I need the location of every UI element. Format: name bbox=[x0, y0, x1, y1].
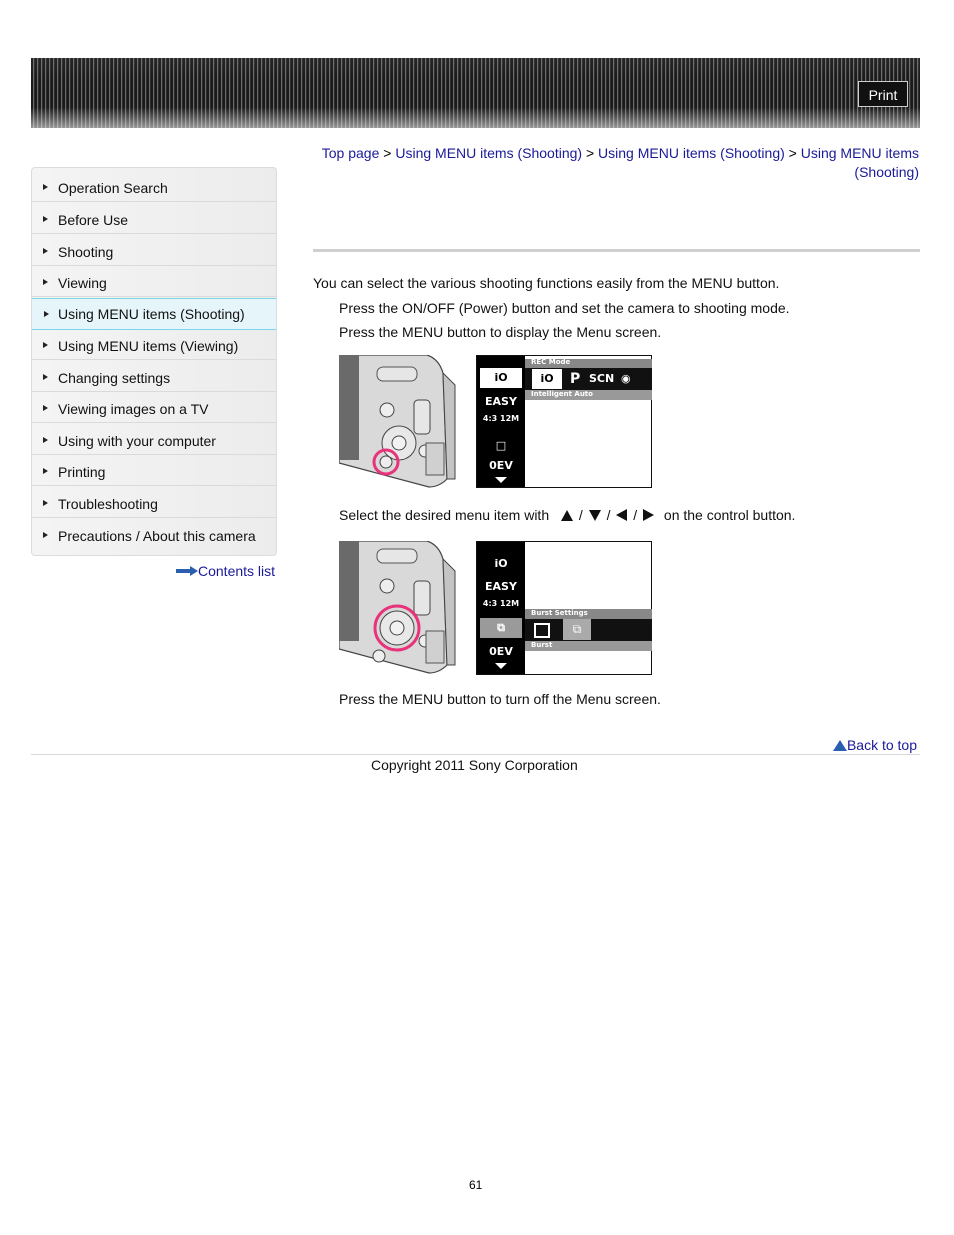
contents-list-link[interactable] bbox=[176, 563, 275, 579]
step-3-separator: / bbox=[578, 507, 583, 523]
scroll-down-icon bbox=[495, 477, 507, 483]
arrow-down-icon bbox=[589, 510, 601, 521]
sidebar-item-label: Operation Search bbox=[58, 180, 168, 196]
sidebar-item-shooting[interactable] bbox=[32, 236, 276, 266]
sidebar-item-label: Printing bbox=[58, 464, 106, 480]
breadcrumb-menu-shooting-3-cont[interactable]: (Shooting) bbox=[854, 164, 919, 180]
step-4-text: Press the MENU button to turn off the Menu screen. bbox=[339, 691, 661, 707]
intelligent-auto-option: iO bbox=[532, 369, 562, 389]
sidebar-item-label: Viewing images on a TV bbox=[58, 401, 209, 417]
back-to-top-link[interactable] bbox=[833, 737, 917, 753]
step-3-text bbox=[339, 507, 795, 523]
sidebar-item-label: Using with your computer bbox=[58, 433, 216, 449]
rec-mode-options bbox=[525, 368, 652, 390]
arrow-right-icon bbox=[43, 216, 48, 222]
footer-divider bbox=[31, 754, 920, 755]
sidebar-item-operation-search[interactable] bbox=[32, 172, 276, 202]
menu-icon-column bbox=[477, 356, 525, 487]
arrow-right-icon bbox=[643, 509, 654, 521]
burst-bar bbox=[525, 641, 652, 651]
image-size-icon: 4:3 12M bbox=[482, 599, 520, 608]
arrow-right-icon bbox=[43, 184, 48, 190]
breadcrumb-menu-shooting-2[interactable]: Using MENU items (Shooting) bbox=[598, 145, 785, 161]
sidebar-item-computer[interactable] bbox=[32, 425, 276, 455]
rec-mode-header bbox=[525, 359, 652, 368]
scroll-down-icon bbox=[495, 663, 507, 669]
burst-settings-header bbox=[525, 609, 652, 619]
single-shot-icon: □ bbox=[495, 439, 507, 452]
menu-icon-column bbox=[477, 542, 525, 674]
breadcrumb bbox=[299, 144, 919, 182]
breadcrumb-separator: > bbox=[585, 145, 595, 161]
sidebar-item-before-use[interactable] bbox=[32, 204, 276, 234]
print-button[interactable]: Print bbox=[858, 81, 908, 107]
intelligent-auto-bar bbox=[525, 390, 652, 400]
intelligent-auto-icon: iO bbox=[480, 368, 522, 388]
intro-text: You can select the various shooting functions easily from the MENU button. bbox=[313, 275, 780, 291]
sidebar-item-label: Precautions / About this camera bbox=[58, 528, 256, 544]
page-number: 61 bbox=[469, 1178, 483, 1192]
sidebar-item-label: Troubleshooting bbox=[58, 496, 158, 512]
scene-option: SCN bbox=[589, 372, 615, 385]
exposure-icon: 0EV bbox=[489, 459, 513, 472]
arrow-right-icon bbox=[43, 468, 48, 474]
single-shot-option-icon bbox=[534, 623, 550, 638]
burst-options bbox=[525, 619, 652, 641]
arrow-up-icon bbox=[833, 740, 847, 751]
sidebar-item-menu-viewing[interactable] bbox=[32, 330, 276, 360]
intelligent-auto-label: Intelligent Auto bbox=[531, 390, 593, 398]
arrow-right-icon bbox=[43, 279, 48, 285]
step-1-text: Press the ON/OFF (Power) button and set the camera to shooting mode. bbox=[339, 300, 790, 316]
image-size-icon: 4:3 12M bbox=[482, 414, 520, 423]
sidebar-item-printing[interactable] bbox=[32, 456, 276, 486]
arrow-up-icon bbox=[561, 510, 573, 521]
exposure-icon: 0EV bbox=[489, 645, 513, 658]
step-2-text: Press the MENU button to display the Menu screen. bbox=[339, 324, 662, 340]
step-3-separator: / bbox=[633, 507, 638, 523]
arrow-right-icon bbox=[43, 437, 48, 443]
arrow-right-icon bbox=[43, 342, 48, 348]
camera-menu-button-illustration bbox=[339, 355, 456, 489]
sidebar-item-label: Changing settings bbox=[58, 370, 171, 386]
rec-mode-label: REC Mode bbox=[531, 358, 571, 366]
breadcrumb-top-page[interactable]: Top page bbox=[321, 145, 380, 161]
easy-mode-icon: EASY bbox=[485, 580, 517, 593]
sidebar-nav bbox=[31, 167, 277, 556]
title-divider bbox=[313, 249, 920, 252]
arrow-right-icon bbox=[44, 311, 49, 317]
sidebar-item-precautions[interactable] bbox=[32, 520, 276, 550]
burst-icon: ⧉ bbox=[480, 618, 522, 638]
sidebar-item-label: Viewing bbox=[58, 275, 107, 291]
sidebar-item-changing-settings[interactable] bbox=[32, 362, 276, 392]
burst-label: Burst bbox=[531, 641, 553, 649]
burst-settings-label: Burst Settings bbox=[531, 609, 588, 617]
arrow-left-icon bbox=[616, 509, 627, 521]
step-3-prefix: Select the desired menu item with bbox=[339, 507, 550, 523]
breadcrumb-separator: > bbox=[383, 145, 392, 161]
arrow-right-icon bbox=[43, 532, 48, 538]
breadcrumb-menu-shooting-3[interactable]: Using MENU items bbox=[800, 145, 919, 161]
menu-screen-rec-mode bbox=[476, 355, 652, 488]
easy-mode-icon: EASY bbox=[485, 395, 517, 408]
sidebar-item-troubleshooting[interactable] bbox=[32, 488, 276, 518]
back-to-top-label: Back to top bbox=[846, 737, 917, 753]
sidebar-item-label: Using MENU items (Shooting) bbox=[58, 306, 245, 322]
sidebar-item-label: Shooting bbox=[58, 244, 114, 260]
sidebar-item-label: Before Use bbox=[58, 212, 129, 228]
program-option: P bbox=[570, 371, 581, 387]
step-3-separator: / bbox=[606, 507, 611, 523]
sidebar-item-viewing[interactable] bbox=[32, 267, 276, 297]
sidebar-item-label: Using MENU items (Viewing) bbox=[58, 338, 239, 354]
sidebar-item-menu-shooting[interactable] bbox=[31, 298, 277, 330]
portrait-icon: ◉ bbox=[621, 373, 631, 385]
breadcrumb-separator: > bbox=[788, 145, 797, 161]
sidebar-item-viewing-tv[interactable] bbox=[32, 393, 276, 423]
arrow-right-icon bbox=[43, 500, 48, 506]
arrow-right-icon bbox=[43, 248, 48, 254]
arrow-right-icon bbox=[43, 405, 48, 411]
intelligent-auto-icon: iO bbox=[494, 557, 508, 570]
header-banner bbox=[31, 58, 920, 128]
camera-control-button-illustration bbox=[339, 541, 456, 675]
step-3-suffix: on the control button. bbox=[663, 507, 796, 523]
breadcrumb-menu-shooting-1[interactable]: Using MENU items (Shooting) bbox=[395, 145, 583, 161]
arrow-right-icon bbox=[176, 566, 198, 576]
burst-option-icon: ⧉ bbox=[563, 619, 591, 640]
copyright-text: Copyright 2011 Sony Corporation bbox=[371, 757, 578, 773]
menu-screen-burst bbox=[476, 541, 652, 675]
arrow-right-icon bbox=[43, 374, 48, 380]
contents-list-label: Contents list bbox=[198, 563, 276, 579]
